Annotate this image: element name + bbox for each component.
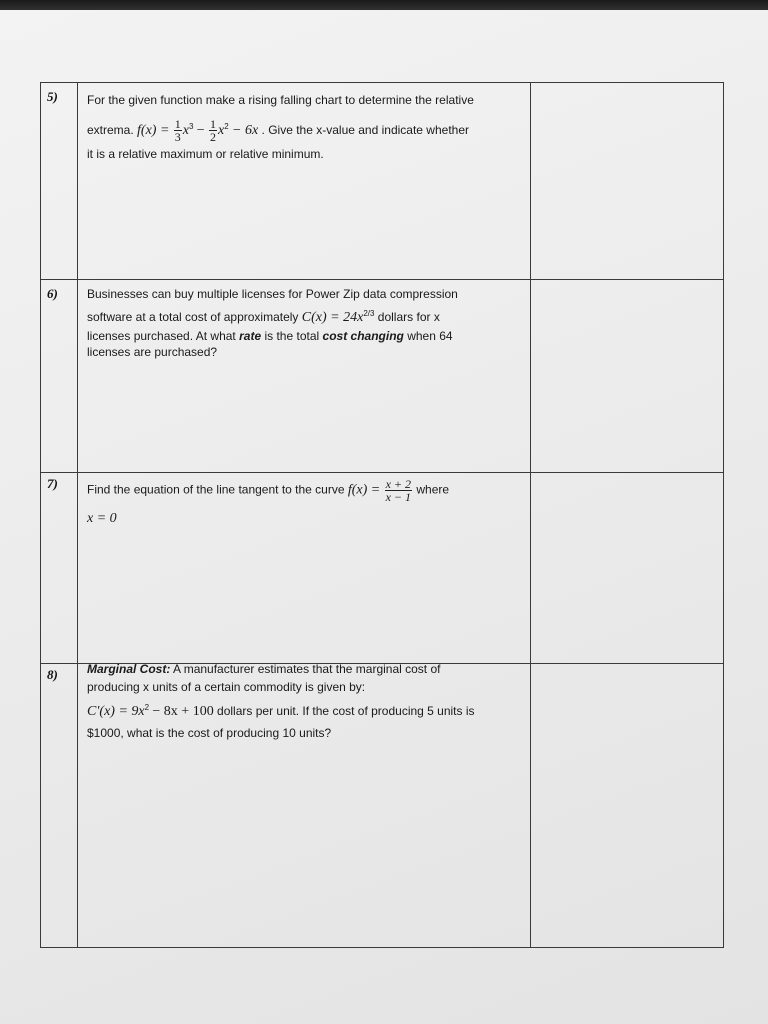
function-expression: C(x) = 24x bbox=[301, 310, 364, 325]
fraction bbox=[209, 118, 217, 143]
problem-text bbox=[87, 660, 527, 742]
emphasis: Marginal Cost: bbox=[87, 662, 171, 676]
term: − 8x + 100 bbox=[152, 704, 214, 719]
text-span: . Give the x-value and indicate whether bbox=[261, 123, 469, 137]
denominator: x − 1 bbox=[385, 490, 412, 504]
exponent: 2/3 bbox=[363, 309, 375, 318]
text-span: when 64 bbox=[407, 329, 453, 343]
function-expression: C′(x) = 9x bbox=[87, 704, 145, 719]
text-span: licenses purchased. At what bbox=[87, 329, 236, 343]
denominator: 2 bbox=[210, 130, 217, 145]
text-span: where bbox=[416, 482, 450, 497]
problem-line bbox=[87, 699, 527, 721]
term: x bbox=[218, 123, 225, 138]
text-span: A manufacturer estimates that the marginal cost of bbox=[173, 662, 441, 676]
function-expression: f(x) = bbox=[137, 123, 170, 138]
problem-line: licenses are purchased? bbox=[87, 345, 218, 359]
problem-number: 5) bbox=[47, 89, 58, 104]
emphasis: rate bbox=[239, 329, 262, 343]
fraction bbox=[385, 478, 412, 503]
worksheet-paper bbox=[0, 10, 768, 1024]
numerator: 1 bbox=[210, 117, 217, 132]
problem-line: producing x units of a certain commodity is given by: bbox=[87, 680, 366, 694]
problem-line bbox=[87, 117, 527, 143]
text-span: Find the equation of the line tangent to the curve bbox=[87, 482, 345, 497]
problem-line: For the given function make a rising falling chart to determine the relative bbox=[87, 93, 474, 107]
problem-text bbox=[87, 285, 527, 362]
function-expression: f(x) = bbox=[347, 482, 381, 498]
fraction bbox=[174, 118, 182, 143]
text-span: is the total bbox=[264, 329, 320, 343]
numerator: x + 2 bbox=[385, 477, 412, 491]
problem-line: Businesses can buy multiple licenses for Power Zip data compression bbox=[87, 287, 458, 301]
problem-text bbox=[87, 91, 527, 164]
problem-number: 6) bbox=[47, 286, 58, 301]
answer-column-divider bbox=[530, 83, 531, 947]
operator: − bbox=[196, 123, 205, 138]
problem-line bbox=[87, 304, 527, 327]
problem-line: x = 0 bbox=[87, 511, 117, 526]
problem-line bbox=[87, 478, 527, 503]
text-span: software at a total cost of approximately bbox=[87, 310, 299, 324]
denominator: 3 bbox=[174, 130, 181, 145]
term: − 6x bbox=[232, 123, 259, 138]
problem-number: 8) bbox=[47, 667, 58, 682]
problem-line bbox=[87, 660, 527, 678]
number-column-divider bbox=[77, 83, 78, 947]
exponent: 2 bbox=[144, 703, 150, 712]
text-span: dollars per unit. If the cost of producing 5 units is bbox=[217, 704, 475, 718]
numerator: 1 bbox=[174, 117, 181, 132]
problem-table bbox=[40, 82, 724, 948]
text-span: extrema. bbox=[87, 123, 134, 137]
problem-line: it is a relative maximum or relative minimum. bbox=[87, 147, 324, 162]
problem-text bbox=[87, 478, 527, 528]
problem-number: 7) bbox=[47, 476, 58, 491]
term: x bbox=[182, 123, 189, 138]
emphasis: cost changing bbox=[322, 329, 404, 343]
problem-line: $1000, what is the cost of producing 10 units? bbox=[87, 726, 332, 740]
row-divider bbox=[41, 472, 723, 473]
text-span: dollars for x bbox=[377, 310, 440, 324]
exponent: 2 bbox=[224, 122, 229, 131]
row-divider bbox=[41, 279, 723, 280]
exponent: 3 bbox=[188, 122, 194, 131]
